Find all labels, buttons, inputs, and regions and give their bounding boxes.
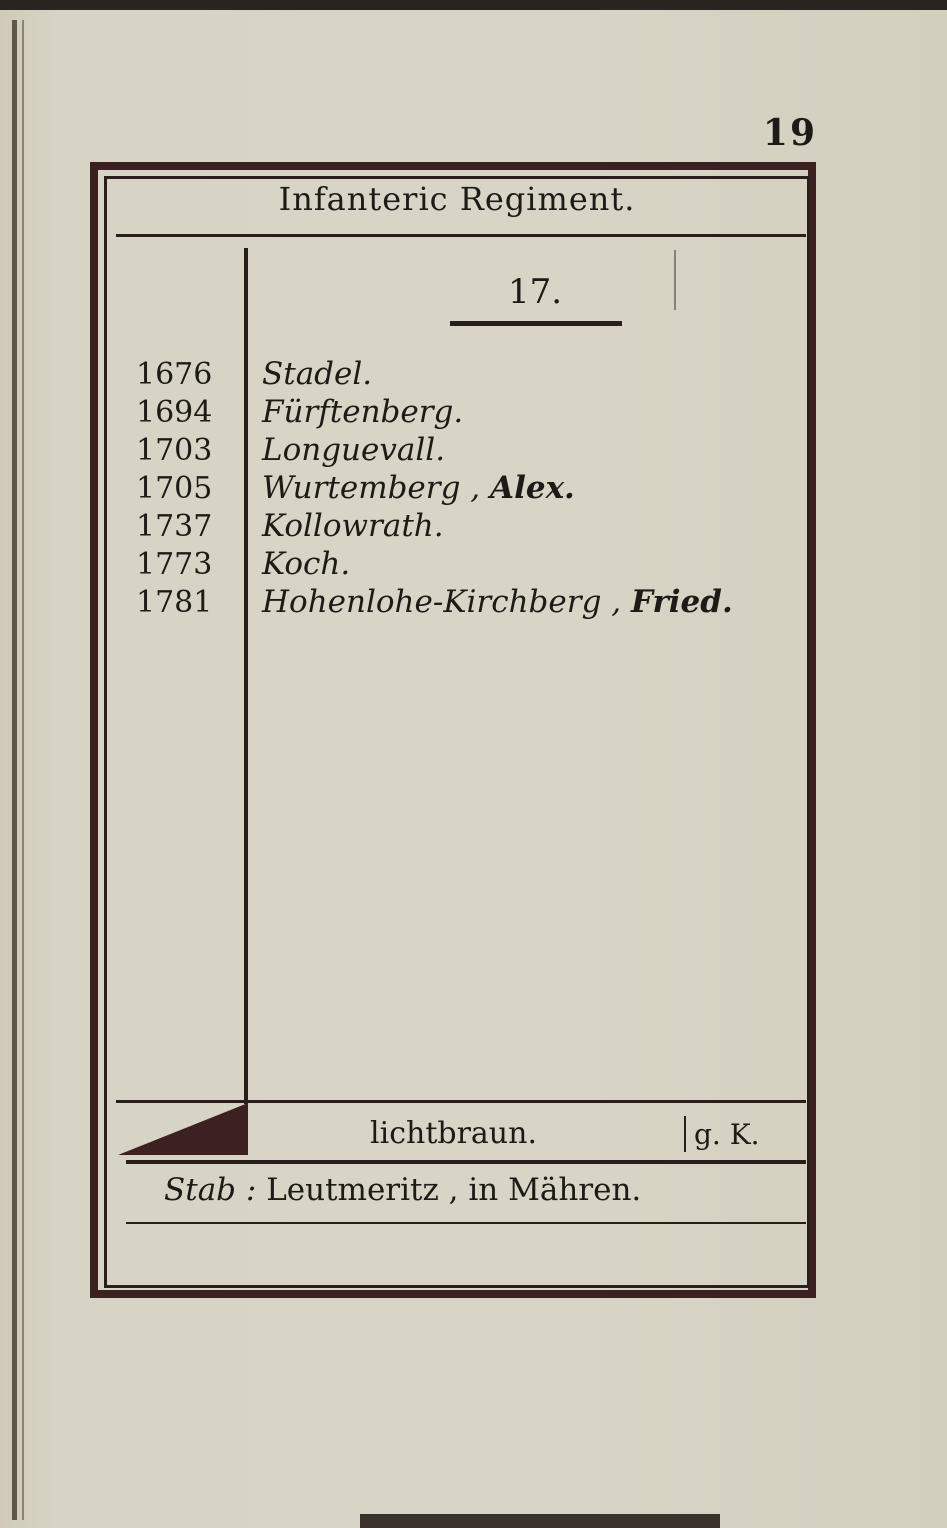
owner-list: [136, 356, 733, 622]
footer-rule-bottom: [126, 1222, 806, 1224]
entry-year: 1705: [136, 471, 213, 506]
page-top-edge: [0, 0, 947, 10]
entry-year: 1694: [136, 395, 213, 430]
entry-name: [262, 470, 575, 506]
header-rule: [116, 234, 806, 237]
entry-year: 1676: [136, 357, 213, 392]
entry-year: 1781: [136, 585, 213, 620]
regiment-number-underline: [450, 321, 622, 326]
entry-name-main: Wurtemberg ,: [262, 470, 481, 506]
book-binding-edge: [12, 20, 17, 1520]
stab-line: [164, 1172, 641, 1208]
entry-year: 1737: [136, 509, 213, 544]
page-bottom-edge: [360, 1514, 720, 1528]
bleed-through-line: [674, 250, 676, 310]
entry-name-main: Hohenlohe-Kirchberg ,: [262, 584, 622, 620]
uniform-color: lichtbraun.: [370, 1116, 537, 1151]
entry-name: Koch.: [262, 546, 351, 582]
list-item: [136, 356, 733, 394]
list-item: [136, 470, 733, 508]
list-item: [136, 584, 733, 622]
stab-label: Stab :: [164, 1172, 257, 1208]
stab-value: Leutmeritz , in Mähren.: [266, 1172, 642, 1208]
list-item: [136, 432, 733, 470]
entry-year: 1773: [136, 547, 213, 582]
entry-name: Stadel.: [262, 356, 373, 392]
list-item: [136, 394, 733, 432]
list-item: [136, 546, 733, 584]
color-swatch-triangle: [118, 1103, 248, 1155]
table-header: Infanteric Regiment.: [278, 180, 636, 218]
book-binding-edge-inner: [22, 20, 24, 1520]
regiment-number: 17.: [507, 272, 563, 312]
button-badge: g. K.: [694, 1118, 760, 1151]
footer-rule-middle: [126, 1160, 806, 1164]
badge-separator: [684, 1116, 686, 1152]
page-number: 19: [762, 112, 817, 154]
entry-name-suffix: Fried.: [630, 584, 733, 620]
entry-name: Fürftenberg.: [262, 394, 464, 430]
entry-name-suffix: Alex.: [490, 470, 575, 506]
entry-year: 1703: [136, 433, 213, 468]
entry-name: Longuevall.: [262, 432, 446, 468]
entry-name: Kollowrath.: [262, 508, 444, 544]
list-item: [136, 508, 733, 546]
entry-name: [262, 584, 733, 620]
